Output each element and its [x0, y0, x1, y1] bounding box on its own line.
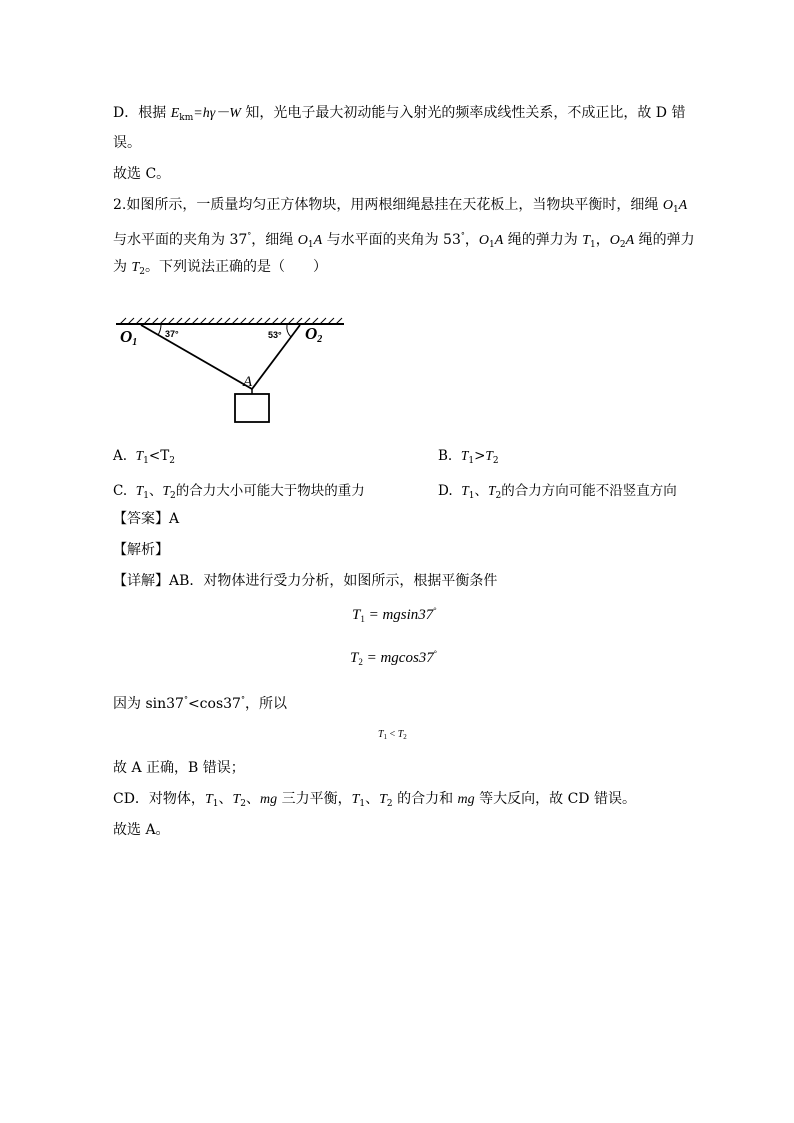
- label-a: A: [243, 374, 253, 390]
- formula-t1: $T_1 = mgsin37^\circ$: [352, 606, 437, 624]
- option-a[interactable]: A. $T_1<T_2$: [113, 448, 175, 466]
- answer-label: 【答案】A: [113, 511, 180, 527]
- final-answer-choice: 故选 A。: [113, 822, 170, 838]
- option-d-explanation: D．根据 $E_{km}=h\gamma-W$ 知，光电子最大初动能与入射光的频率成线性关系，不成正比，故 D 错: [113, 105, 686, 123]
- because-text: 因为 sin37°<cos37°，所以: [113, 695, 287, 712]
- formula-t2: $T_2 = mgcos37^\circ$: [350, 649, 437, 667]
- label-o1: O1: [120, 327, 138, 348]
- label-o2: O2: [305, 324, 323, 345]
- inequality-t1-t2: $T_1 < T_2$: [378, 729, 407, 741]
- label-angle-53: 53°: [268, 330, 282, 340]
- cube-block: [235, 394, 269, 422]
- previous-answer-choice: 故选 C。: [113, 166, 171, 182]
- question-2-line-2: 与水平面的夹角为 37°，细绳 $O_1A$ 与水平面的夹角为 53°，$O_1A$ 绳的弹力为 $T_1$，$O_2A$ 绳的弹力: [113, 231, 695, 250]
- conclusion-ab: 故 A 正确，B 错误；: [113, 760, 245, 776]
- angle-arc-37: [158, 325, 161, 335]
- option-c[interactable]: C. $T_1$、$T_2$的合力大小可能大于物块的重力: [113, 483, 365, 501]
- question-2-line-1: 2.如图所示，一质量均匀正方体物块，用两根细绳悬挂在天花板上，当物块平衡时，细绳 $O_1A$: [113, 197, 688, 215]
- detail-ab-text: 【详解】AB．对物体进行受力分析，如图所示，根据平衡条件: [113, 573, 498, 589]
- label-angle-37: 37°: [165, 329, 179, 339]
- rope-o1a: [141, 325, 252, 389]
- option-d-explanation-cont: 误。: [113, 135, 141, 151]
- angle-arc-53: [287, 325, 291, 337]
- option-d[interactable]: D. $T_1$、$T_2$的合力方向可能不沿竖直方向: [438, 483, 677, 501]
- option-b[interactable]: B. $T_1>T_2$: [438, 448, 499, 466]
- analysis-label: 【解析】: [113, 542, 169, 558]
- conclusion-cd: CD．对物体，$T_1$、$T_2$、mg 三力平衡，$T_1$、$T_2$ 的合力和 mg 等大反向，故 CD 错误。: [113, 791, 636, 809]
- question-2-line-3: 为 $T_2$。下列说法正确的是（ ）: [113, 259, 327, 277]
